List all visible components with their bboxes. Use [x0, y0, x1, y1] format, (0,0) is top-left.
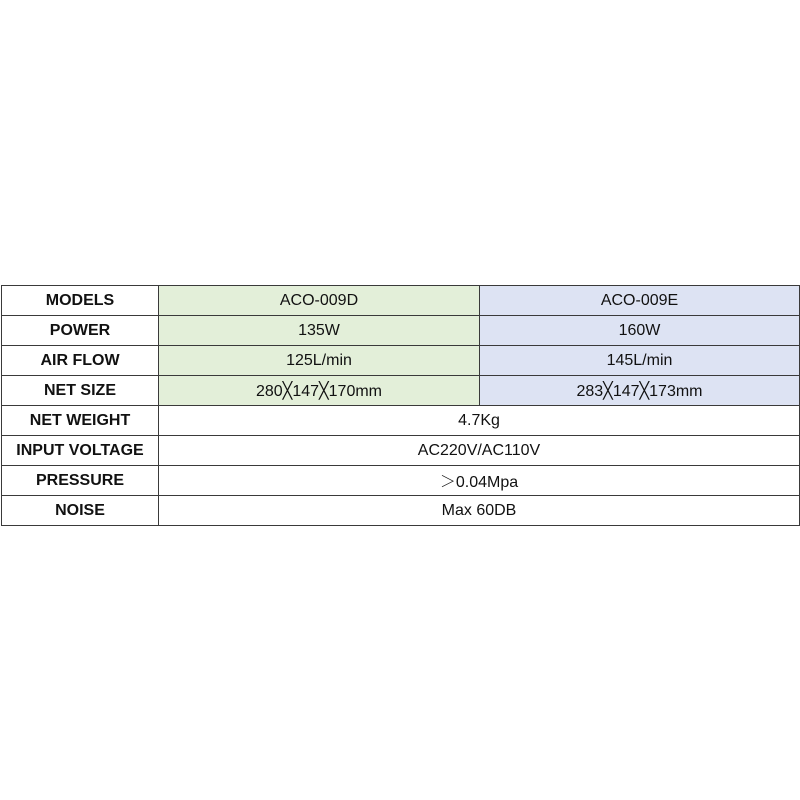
row-label-power: POWER: [2, 316, 159, 346]
table-row-pressure: [2, 466, 800, 496]
row-label-models: MODELS: [2, 286, 159, 316]
row-label-noise: NOISE: [2, 496, 159, 526]
row-label-air-flow: AIR FLOW: [2, 346, 159, 376]
row-label-net-size: NET SIZE: [2, 376, 159, 406]
table-row-air-flow: [2, 346, 800, 376]
table-row-net-size: [2, 376, 800, 406]
table-row-noise: [2, 496, 800, 526]
cell-model-e: ACO-009E: [480, 286, 800, 316]
row-label-net-weight: NET WEIGHT: [2, 406, 159, 436]
cell-power-e: 160W: [480, 316, 800, 346]
row-label-input-voltage: INPUT VOLTAGE: [2, 436, 159, 466]
row-label-pressure: PRESSURE: [2, 466, 159, 496]
table-row-net-weight: [2, 406, 800, 436]
table-row-models: [2, 286, 800, 316]
cell-air-flow-e: 145L/min: [480, 346, 800, 376]
cell-input-voltage: AC220V/AC110V: [159, 436, 800, 466]
cell-net-size-d: 280╳147╳170mm: [159, 376, 480, 406]
cell-model-d: ACO-009D: [159, 286, 480, 316]
table-row-input-voltage: [2, 436, 800, 466]
cell-net-size-e: 283╳147╳173mm: [480, 376, 800, 406]
cell-net-weight: 4.7Kg: [159, 406, 800, 436]
cell-power-d: 135W: [159, 316, 480, 346]
cell-air-flow-d: 125L/min: [159, 346, 480, 376]
cell-noise: Max 60DB: [159, 496, 800, 526]
spec-table: [1, 285, 800, 526]
table-row-power: [2, 316, 800, 346]
cell-pressure: ＞0.04Mpa: [159, 466, 800, 496]
